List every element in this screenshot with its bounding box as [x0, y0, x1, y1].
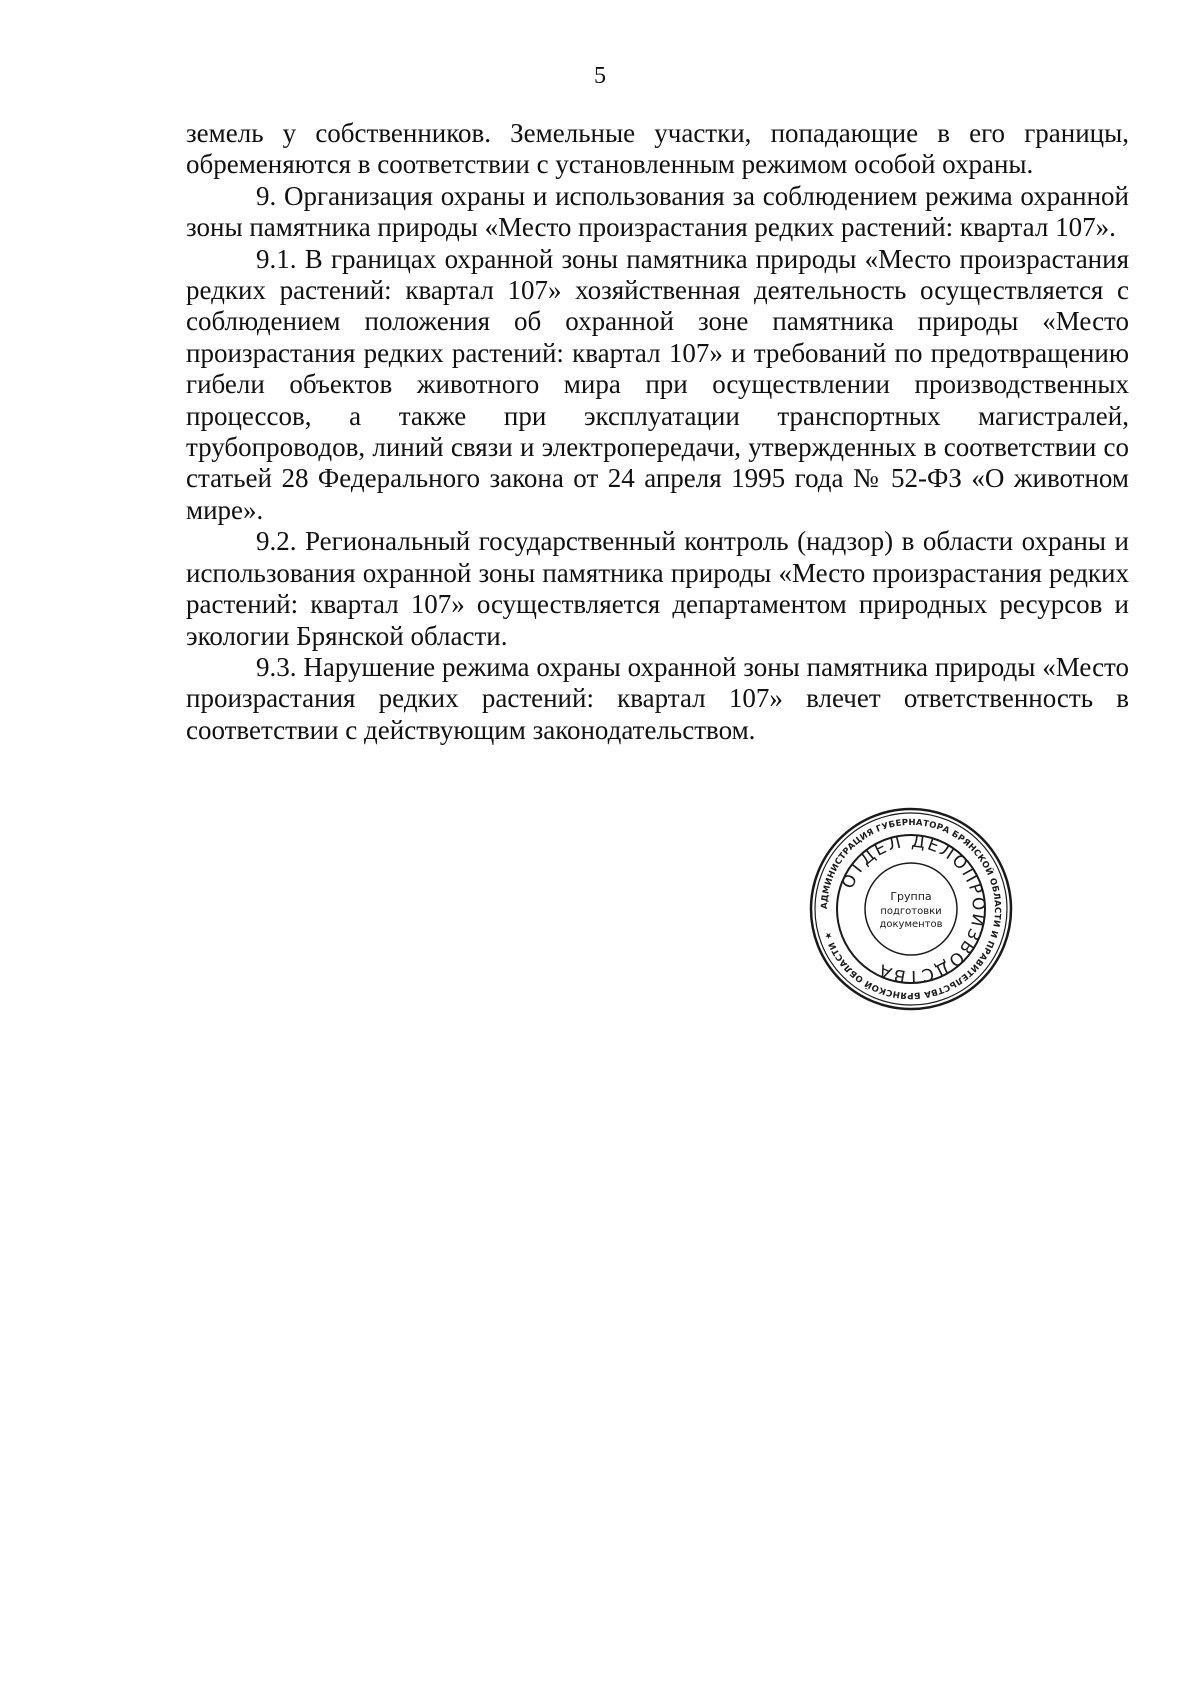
stamp-center-line-1: Группа: [890, 890, 932, 903]
document-body: [186, 118, 1129, 746]
stamp-inner-text: ОТДЕЛ ДЕЛОПРОИЗВОДСТВА: [837, 831, 989, 987]
paragraph-9-3: 9.3. Нарушение режима охраны охранной зоны памятника природы «Место произрастания редких растений: квартал 107» влечет ответственность в соответствии с действующим законодательством.: [186, 651, 1129, 745]
paragraph-9-1: 9.1. В границах охранной зоны памятника природы «Место произрастания редких растений: квартал 107» хозяйственная деятельность осуществляется с соблюдением положения об охранной зоне памятника природы «Место произрастания редких растений: квартал 107» и требований по предотвращению гибели объектов животного мира при осуществлении производственных процессов, а также при эксплуатации транспортных магистралей, трубопроводов, линий связи и электропередачи, утвержденных в соответствии со статьей 28 Федерального закона от 24 апреля 1995 года № 52-ФЗ «О животном мире».: [186, 243, 1129, 525]
stamp-center-line-3: документов: [879, 919, 943, 930]
paragraph-9-2: 9.2. Региональный государственный контроль (надзор) в области охраны и использования охранной зоны памятника природы «Место произрастания редких растений: квартал 107» осуществляется департаментом природных ресурсов и экологии Брянской области.: [186, 526, 1129, 651]
official-seal-stamp: [808, 806, 1014, 1012]
stamp-center-line-2: подготовки: [880, 906, 942, 917]
stamp-outer-text: АДМИНИСТРАЦИЯ ГУБЕРНАТОРА БРЯНСКОЙ ОБЛАСТИ И ПРАВИТЕЛЬСТВА БРЯНСКОЙ ОБЛАСТИ ★: [819, 817, 1003, 1001]
paragraph-continuation: земель у собственников. Земельные участки, попадающие в его границы, обременяются в соответствии с установленным режимом особой охраны.: [186, 118, 1129, 180]
page-number: 5: [594, 63, 606, 89]
paragraph-9: 9. Организация охраны и использования за соблюдением режима охранной зоны памятника природы «Место произрастания редких растений: квартал 107».: [186, 180, 1129, 243]
